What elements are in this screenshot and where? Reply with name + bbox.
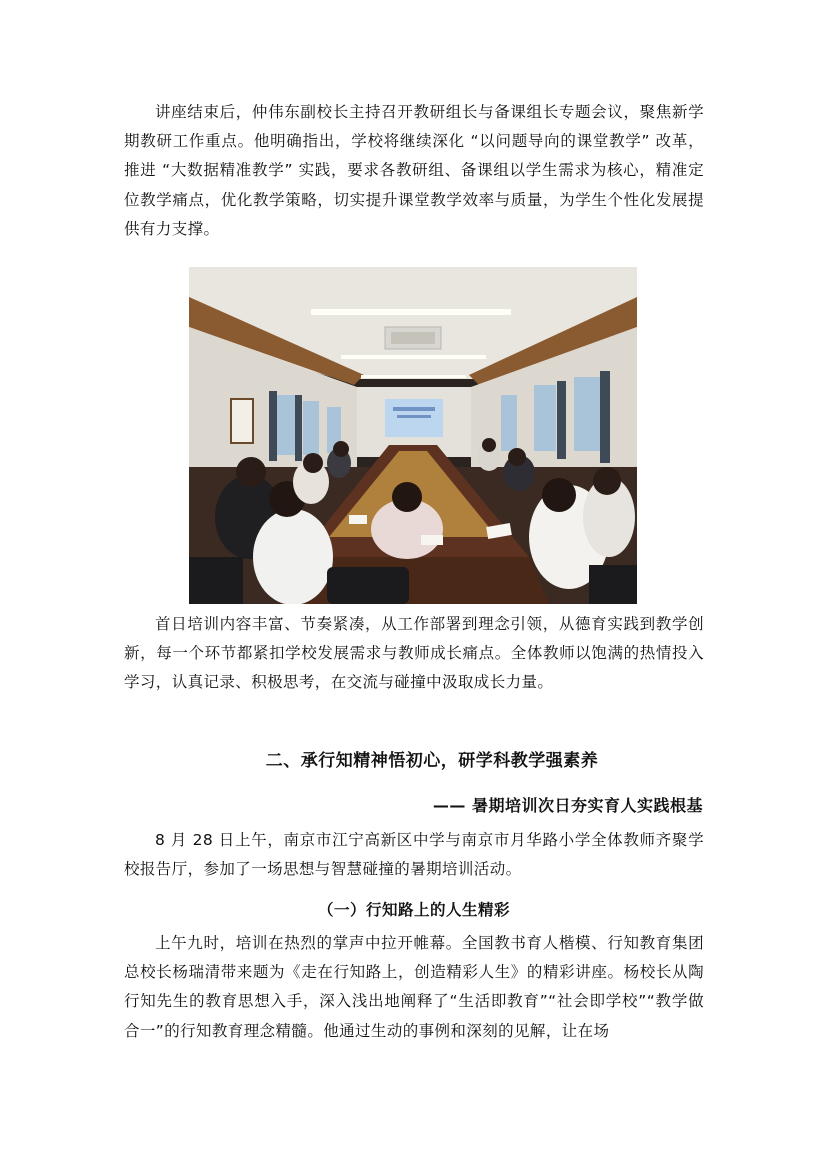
paragraph-meeting: 讲座结束后，仲伟东副校长主持召开教研组长与备课组长专题会议，聚焦新学期教研工作重点。他明确指出，学校将继续深化 “以问题导向的课堂教学” 改革，推进 “大数据精准教学” 实践，要求各教研组、备课组以学生需求为核心，精准定位教学痛点，优化教学策略，切实提升课堂教学效率与质量，为学生个性化发展提供有力支撑。	[124, 103, 704, 238]
paragraph-lecture: 上午九时，培训在热烈的掌声中拉开帷幕。全国教书育人楷模、行知教育集团总校长杨瑞清带来题为《走在行知路上，创造精彩人生》的精彩讲座。杨校长从陶行知先生的教育思想入手，深入浅出地阐释了“生活即教育”“社会即学校”“教学做合一”的行知教育理念精髓。他通过生动的事例和深刻的见解，让在场	[124, 934, 704, 1040]
paragraph-first-day-summary: 首日培训内容丰富、节奏紧凑，从工作部署到理念引领，从德育实践到教学创新，每一个环节都紧扣学校发展需求与教师成长痛点。全体教师以饱满的热情投入学习，认真记录、积极思考，在交流与碰撞中汲取成长力量。	[124, 615, 704, 692]
subsection-title: （一）行知路上的人生精彩	[317, 901, 510, 919]
section-title: 二、承行知精神悟初心，研学科教学强素养	[265, 751, 599, 771]
section-subtitle: —— 暑期培训次日夯实育人实践根基	[432, 796, 703, 815]
meeting-room-photo	[189, 267, 637, 604]
paragraph-event-intro: 8 月 28 日上午，南京市江宁高新区中学与南京市月华路小学全体教师齐聚学校报告厅，参加了一场思想与智慧碰撞的暑期培训活动。	[124, 831, 704, 879]
